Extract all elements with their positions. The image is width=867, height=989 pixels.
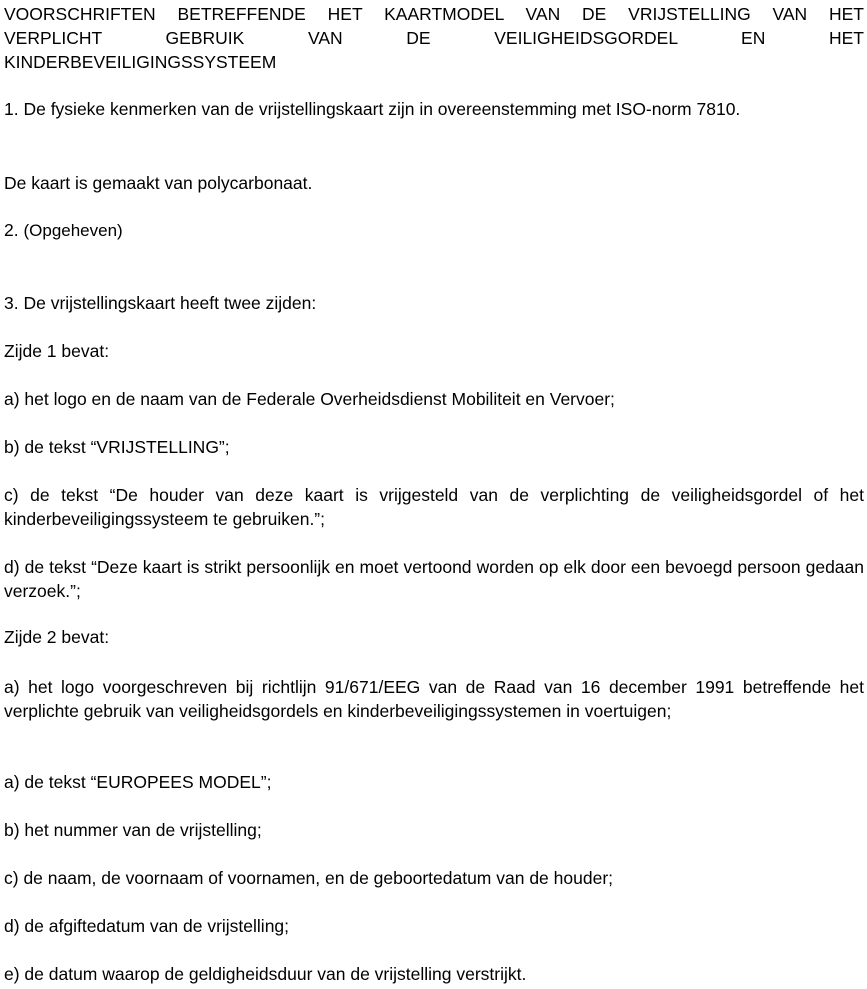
- title-line-2: VERPLICHT GEBRUIK VAN DE VEILIGHEIDSGORDEL EN HET: [4, 28, 864, 48]
- side-1-item-a: a) het logo en de naam van de Federale Overheidsdienst Mobiliteit en Vervoer;: [4, 389, 615, 409]
- side-2-item-e: e) de datum waarop de geldigheidsduur van de vrijstelling verstrijkt.: [4, 964, 527, 984]
- paragraph-1-material: De kaart is gemaakt van polycarbonaat.: [4, 173, 313, 193]
- side-1-item-d: d) de tekst “Deze kaart is strikt persoonlijk en moet vertoond worden op elk door een bevoegd persoon gedaan verzoek.”;: [4, 557, 864, 601]
- side-1-item-c: c) de tekst “De houder van deze kaart is vrijgesteld van de verplichting de veiligheidsgordel of het kinderbeveiligingssysteem te gebruiken.”;: [4, 485, 864, 529]
- title-line-1: VOORSCHRIFTEN BETREFFENDE HET KAARTMODEL VAN DE VRIJSTELLING VAN HET: [4, 4, 864, 24]
- side-2-item-d: d) de afgiftedatum van de vrijstelling;: [4, 916, 290, 936]
- side-2-item-c: c) de naam, de voornaam of voornamen, en de geboortedatum van de houder;: [4, 868, 614, 888]
- side-2-heading: Zijde 2 bevat:: [4, 627, 110, 647]
- title-line-3: KINDERBEVEILIGINGSSYSTEEM: [4, 52, 277, 72]
- side-2-item-a-text: a) de tekst “EUROPEES MODEL”;: [4, 772, 272, 792]
- side-1-item-b: b) de tekst “VRIJSTELLING”;: [4, 437, 230, 457]
- paragraph-2-number: 2.: [4, 220, 19, 240]
- paragraph-3: 3. De vrijstellingskaart heeft twee zijden:: [4, 293, 317, 313]
- paragraph-1: 1. De fysieke kenmerken van de vrijstellingskaart zijn in overeenstemming met ISO-norm 7810.: [4, 99, 741, 119]
- paragraph-2-repealed: (Opgeheven): [23, 221, 123, 240]
- side-1-heading: Zijde 1 bevat:: [4, 341, 110, 361]
- side-2-item-b: b) het nummer van de vrijstelling;: [4, 820, 262, 840]
- document-title: [4, 2, 864, 74]
- side-2-item-a-logo: a) het logo voorgeschreven bij richtlijn 91/671/EEG van de Raad van 16 december 1991 betreffende het verplichte gebruik van veiligheidsgordels en kinderbeveiligingssystemen in voertuigen;: [4, 677, 864, 721]
- paragraph-2: [4, 218, 864, 243]
